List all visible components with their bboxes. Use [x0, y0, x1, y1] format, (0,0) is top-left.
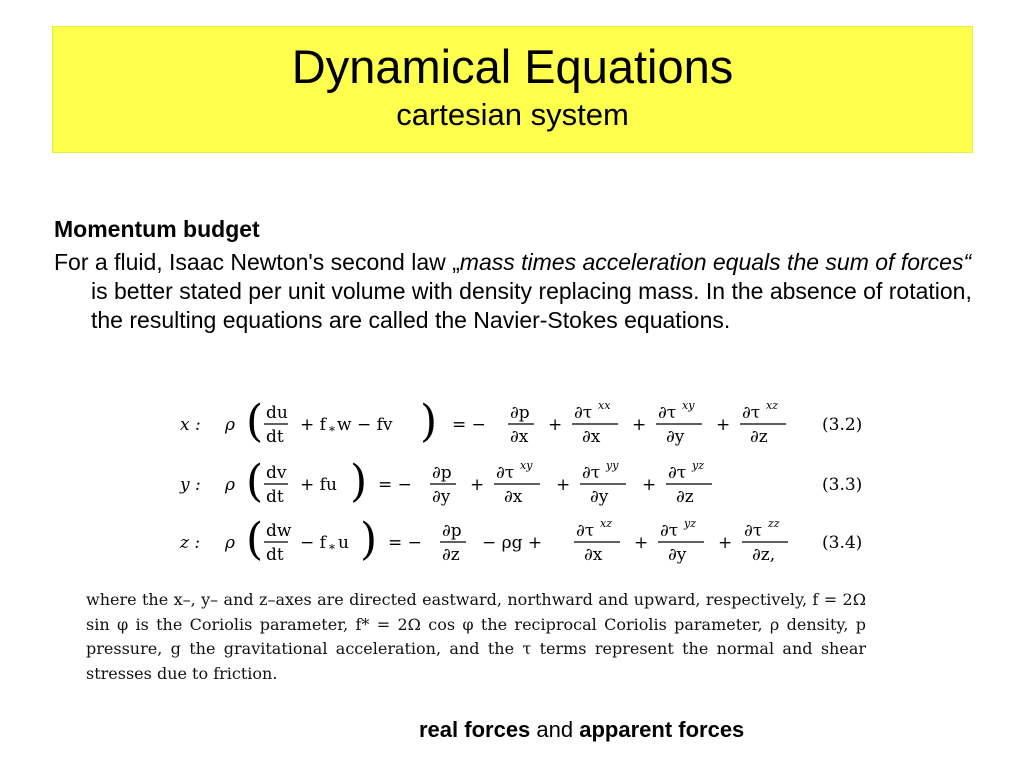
- svg-text:− f: − f: [300, 533, 326, 553]
- svg-text:(3.4): (3.4): [822, 533, 863, 553]
- svg-text:+: +: [642, 475, 657, 495]
- footnote-text: where the x–, y– and z–axes are directed eastward, northward and upward, respectively, f = 2Ω sin φ is the Coriolis parameter, f* = 2Ω cos φ the reciprocal Coriolis parameter, ρ density, p pressure, g the gravitational acceleration, and the τ terms represent the normal and shear stresses due to friction.: [86, 590, 866, 683]
- svg-text:∂y: ∂y: [666, 427, 685, 447]
- svg-text:u: u: [338, 533, 349, 553]
- eq-label: x :: [180, 415, 201, 435]
- svg-text:∂τ: ∂τ: [576, 521, 595, 541]
- svg-text:+: +: [718, 533, 733, 553]
- svg-text:= −: = −: [378, 475, 412, 495]
- svg-text:zz: zz: [768, 517, 780, 530]
- svg-text:y :: y :: [180, 475, 201, 495]
- svg-text:(: (: [246, 396, 264, 447]
- svg-text:= −: = −: [388, 533, 422, 553]
- svg-text:− ρg +: − ρg +: [482, 533, 543, 553]
- svg-text:xy: xy: [520, 459, 533, 472]
- svg-text:dv: dv: [266, 463, 287, 483]
- svg-text:∂y: ∂y: [668, 545, 687, 565]
- svg-text:xz: xz: [600, 517, 612, 530]
- svg-text:+: +: [548, 415, 563, 435]
- intro-italic: mass times acceleration equals the sum of forces“: [459, 249, 972, 275]
- svg-text:+ fu: + fu: [300, 475, 337, 495]
- svg-text:w − fv: w − fv: [337, 415, 393, 435]
- svg-text:∂z: ∂z: [750, 427, 768, 447]
- svg-text:dt: dt: [266, 487, 284, 507]
- equations-image: [170, 390, 870, 565]
- svg-text:ρ: ρ: [225, 475, 235, 495]
- svg-text:*: *: [329, 424, 335, 438]
- svg-text:): ): [420, 396, 438, 447]
- svg-text:∂x: ∂x: [584, 545, 603, 565]
- du: du: [266, 403, 288, 423]
- svg-text:∂z: ∂z: [442, 545, 460, 565]
- section-heading: Momentum budget: [54, 216, 260, 242]
- title-banner: [52, 26, 973, 153]
- equation-z: [179, 514, 862, 565]
- svg-text:(: (: [246, 456, 264, 507]
- svg-text:∂p: ∂p: [510, 403, 530, 423]
- svg-text:∂τ: ∂τ: [582, 463, 601, 483]
- slide-title: Dynamical Equations: [291, 40, 734, 93]
- intro-paragraph: [54, 248, 974, 335]
- svg-text:*: *: [329, 542, 335, 556]
- svg-text:yz: yz: [692, 459, 705, 472]
- apparent-forces: apparent forces: [579, 717, 745, 742]
- svg-text:ρ: ρ: [225, 533, 235, 553]
- svg-text:yy: yy: [606, 459, 619, 472]
- svg-text:): ): [350, 456, 368, 507]
- svg-text:∂z: ∂z: [676, 487, 694, 507]
- svg-text:∂p: ∂p: [442, 521, 462, 541]
- svg-text:(3.3): (3.3): [822, 475, 863, 495]
- svg-text:∂τ: ∂τ: [574, 403, 593, 423]
- svg-text:z :: z :: [180, 533, 201, 553]
- svg-text:= −: = −: [452, 415, 486, 435]
- svg-text:+: +: [556, 475, 571, 495]
- svg-text:+: +: [716, 415, 731, 435]
- svg-text:): ): [360, 514, 378, 565]
- svg-text:∂τ: ∂τ: [744, 521, 763, 541]
- equation-x: [180, 396, 862, 447]
- intro-prefix: For a fluid, Isaac Newton's second law „: [54, 249, 460, 275]
- eq-number: (3.2): [822, 415, 863, 435]
- svg-text:∂x: ∂x: [510, 427, 529, 447]
- svg-text:∂z,: ∂z,: [752, 545, 776, 565]
- svg-text:∂τ: ∂τ: [496, 463, 515, 483]
- svg-text:xx: xx: [598, 399, 611, 412]
- rho: ρ: [225, 415, 235, 435]
- real-forces: real forces: [419, 717, 531, 742]
- svg-text:∂p: ∂p: [432, 463, 452, 483]
- svg-text:(: (: [246, 514, 264, 565]
- equation-y: [179, 456, 862, 507]
- svg-text:yz: yz: [684, 517, 697, 530]
- svg-text:∂x: ∂x: [582, 427, 601, 447]
- svg-text:∂y: ∂y: [432, 487, 451, 507]
- lhs-rest: + f: [300, 415, 326, 435]
- closing-line: [419, 717, 744, 743]
- svg-text:xz: xz: [766, 399, 778, 412]
- svg-text:∂y: ∂y: [590, 487, 609, 507]
- svg-text:dt: dt: [266, 545, 284, 565]
- svg-text:dw: dw: [266, 521, 292, 541]
- svg-text:∂τ: ∂τ: [658, 403, 677, 423]
- svg-text:∂τ: ∂τ: [660, 521, 679, 541]
- dt: dt: [266, 427, 284, 447]
- closing-connector: and: [530, 717, 580, 742]
- svg-text:∂x: ∂x: [504, 487, 523, 507]
- slide-subtitle: cartesian system: [396, 97, 629, 132]
- svg-text:∂τ: ∂τ: [668, 463, 687, 483]
- svg-text:+: +: [634, 533, 649, 553]
- svg-text:∂τ: ∂τ: [742, 403, 761, 423]
- svg-text:xy: xy: [682, 399, 695, 412]
- intro-suffix: is better stated per unit volume with density replacing mass. In the absence of rotation, the resulting equations are called the Navier-Stokes equations.: [91, 278, 972, 333]
- svg-text:+: +: [470, 475, 485, 495]
- svg-text:+: +: [632, 415, 647, 435]
